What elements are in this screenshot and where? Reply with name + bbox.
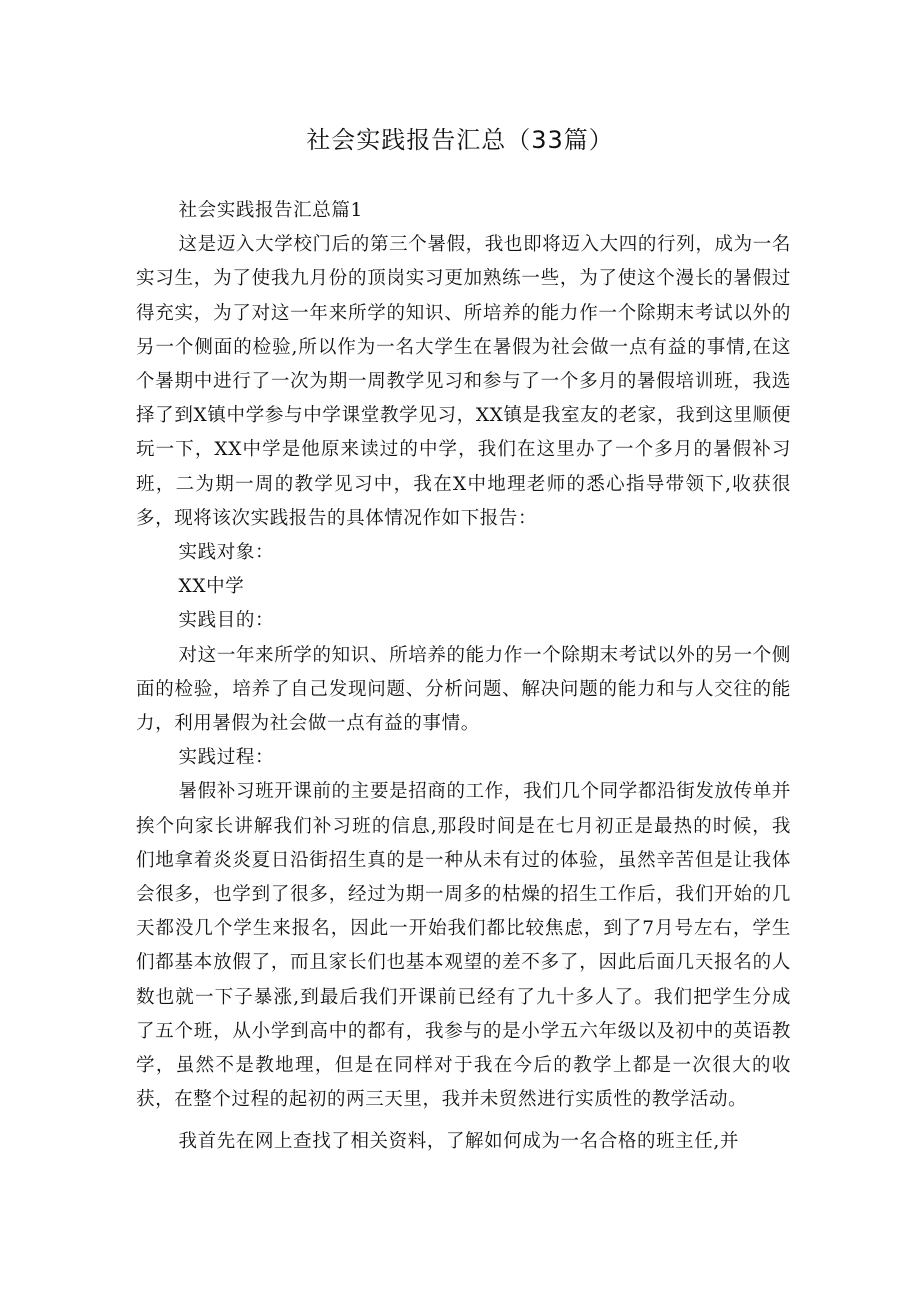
- process-label: 实践过程：: [178, 747, 275, 769]
- purpose-paragraph: 对这一年来所学的知识、所培养的能力作一个除期末考试以外的另一个侧面的检验，培养了自己发现问题、分析问题、解决问题的能力和与人交往的能力，利用暑假为社会做一点有益的事情。: [136, 644, 791, 735]
- purpose-label: 实践目的：: [178, 610, 275, 632]
- section-heading: 社会实践报告汇总篇1: [178, 200, 363, 221]
- document-body: [136, 194, 791, 1160]
- object-value: XX中学: [178, 576, 245, 598]
- document-title: 社会实践报告汇总（33篇）: [306, 126, 614, 154]
- body-paragraph: 这是迈入大学校门后的第三个暑假，我也即将迈入大四的行列，成为一名实习生，为了使我九月份的顶岗实习更加熟练一些，为了使这个漫长的暑假过得充实，为了对这一年来所学的知识、所培养的能力作一个除期末考试以外的另一个侧面的检验,所以作为一名大学生在暑假为社会做一点有益的事情,在这个暑期中进行了一次为期一周教学见习和参与了一个多月的暑假培训班，我选择了到X镇中学参与中学课堂教学见习，XX镇是我室友的老家，我到这里顺便玩一下，XX中学是他原来读过的中学，我们在这里办了一个多月的暑假补习班，二为期一周的教学见习中，我在X中地理老师的悉心指导带领下,收获很多，现将该次实践报告的具体情况作如下报告：: [136, 234, 791, 529]
- process-paragraph: 暑假补习班开课前的主要是招商的工作，我们几个同学都沿街发放传单并挨个向家长讲解我们补习班的信息,那段时间是在七月初正是最热的时候，我们地拿着炎炎夏日沿街招生真的是一种从未有过的体验，虽然辛苦但是让我体会很多，也学到了很多，经过为期一周多的枯燥的招生工作后，我们开始的几天都没几个学生来报名，因此一开始我们都比较焦虑，到了7月号左右，学生们都基本放假了，而且家长们也基本观望的差不多了，因此后面几天报名的人数也就一下子暴涨,到最后我们开课前已经有了九十多人了。我们把学生分成了五个班，从小学到高中的都有，我参与的是小学五六年级以及初中的英语教学，虽然不是教地理，但是在同样对于我在今后的教学上都是一次很大的收获，在整个过程的起初的两三天里，我并未贸然进行实质性的教学活动。: [136, 781, 791, 1111]
- final-paragraph: 我首先在网上查找了相关资料，了解如何成为一名合格的班主任,并: [178, 1131, 739, 1153]
- object-label: 实践对象：: [178, 542, 275, 564]
